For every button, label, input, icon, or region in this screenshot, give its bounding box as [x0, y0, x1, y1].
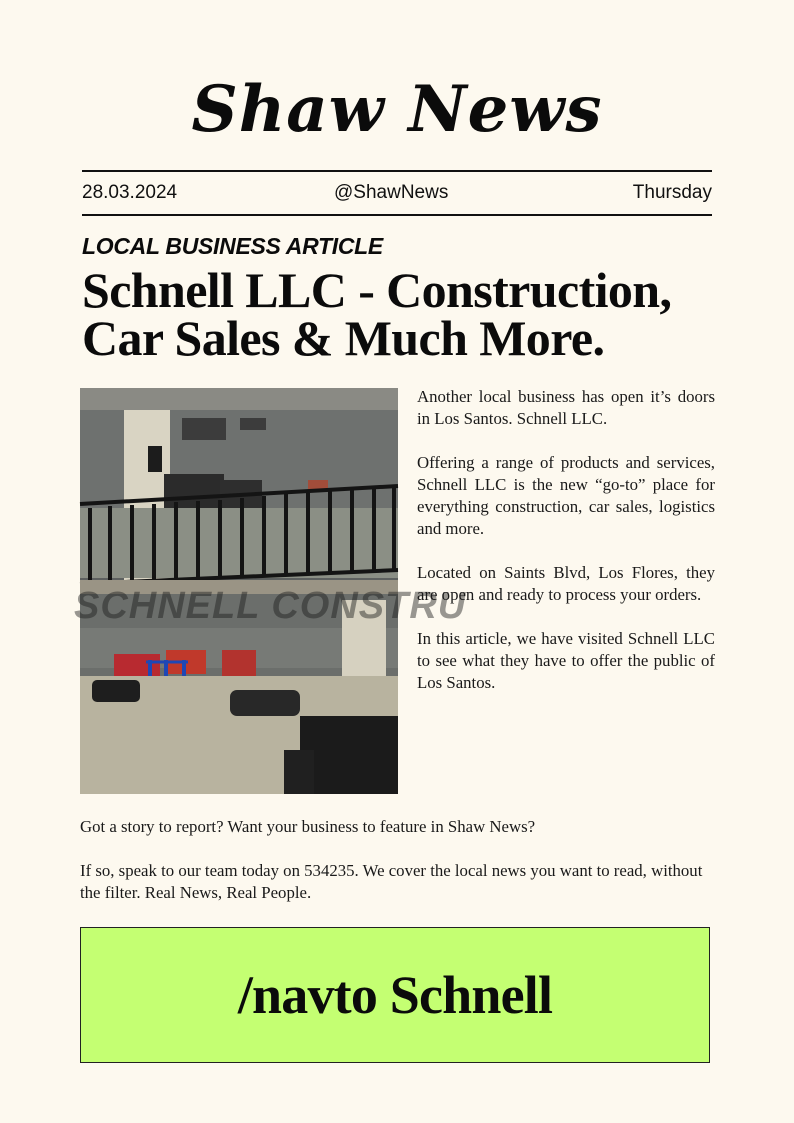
article-category: LOCAL BUSINESS ARTICLE	[82, 233, 383, 259]
article-paragraph-2: Offering a range of products and services, Schnell LLC is the new “go-to” place for everything construction, car sales, logistics and more.	[417, 453, 715, 538]
contact-blurb	[80, 816, 720, 926]
photo-watermark: SCHNELL CONSTRU	[74, 585, 467, 627]
article-paragraph-4: In this article, we have visited Schnell LLC to see what they have to offer the public of Los Santos.	[417, 629, 715, 692]
headline-line-1: Schnell LLC - Construction,	[82, 262, 672, 318]
headline-line-2: Car Sales & Much More.	[82, 310, 605, 366]
dateline	[82, 182, 712, 208]
article-paragraph-1: Another local business has open it’s doors in Los Santos. Schnell LLC.	[417, 387, 715, 428]
navto-callout-box	[80, 927, 710, 1063]
contact-details: If so, speak to our team today on 534235. We cover the local news you want to read, without the filter. Real News, Real People.	[80, 861, 703, 902]
contact-question: Got a story to report? Want your business to feature in Shaw News?	[80, 817, 536, 836]
article-body	[417, 386, 715, 716]
newspaper-masthead: Shaw News	[191, 72, 603, 147]
masthead-top-rule	[82, 170, 712, 172]
masthead-bottom-rule	[82, 214, 712, 216]
navto-command: /navto Schnell	[237, 965, 553, 1025]
issue-date: 28.03.2024	[82, 182, 178, 203]
article-paragraph-3: Located on Saints Blvd, Los Flores, they are open and ready to process your orders.	[417, 563, 715, 604]
social-handle: @ShawNews	[334, 182, 449, 203]
article-headline	[82, 262, 722, 366]
issue-weekday: Thursday	[632, 182, 712, 203]
article-photo	[74, 388, 467, 794]
